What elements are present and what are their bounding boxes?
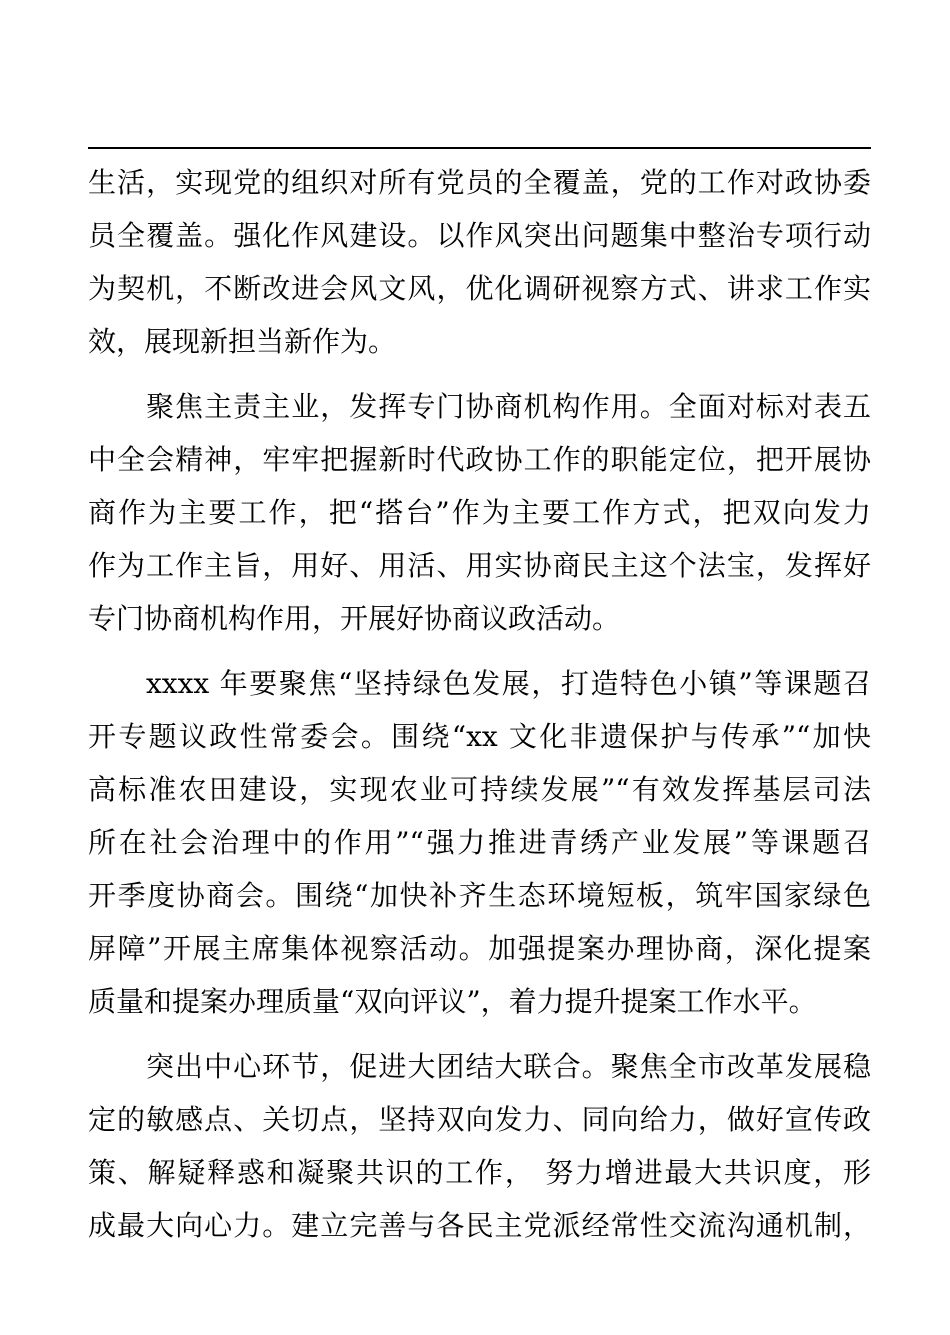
text-line: xxxx 年要聚焦“坚持绿色发展，打造特色小镇”等课题召 <box>146 667 871 700</box>
text-line: 策、解疑释惑和凝聚共识的工作， 努力增进最大共识度，形 <box>88 1156 871 1189</box>
text-line: 高标准农田建设，实现农业可持续发展”“有效发挥基层司法 <box>88 773 871 806</box>
text-line: 开专题议政性常委会。围绕“xx 文化非遗保护与传承”“加快 <box>88 720 871 753</box>
text-line: 定的敏感点、关切点，坚持双向发力、同向给力，做好宣传政 <box>88 1103 871 1136</box>
text-line: 中全会精神，牢牢把握新时代政协工作的职能定位，把开展协 <box>88 443 871 476</box>
paragraph <box>88 156 871 368</box>
text-line: 生活，实现党的组织对所有党员的全覆盖，党的工作对政协委 <box>88 166 871 199</box>
paragraph <box>88 1040 871 1252</box>
text-line: 效，展现新担当新作为。 <box>88 325 397 358</box>
text-line: 聚焦主责主业，发挥专门协商机构作用。全面对标对表五 <box>146 390 871 423</box>
paragraph <box>88 657 871 1028</box>
text-line: 为契机，不断改进会风文风，优化调研视察方式、讲求工作实 <box>88 272 871 305</box>
document-body <box>88 156 871 1264</box>
text-line: 屏障”开展主席集体视察活动。加强提案办理协商，深化提案 <box>88 932 871 965</box>
text-line: 作为工作主旨，用好、用活、用实协商民主这个法宝，发挥好 <box>88 549 871 582</box>
text-line: 成最大向心力。建立完善与各民主党派经常性交流沟通机制， <box>88 1209 871 1242</box>
text-line: 质量和提案办理质量“双向评议”，着力提升提案工作水平。 <box>88 985 817 1018</box>
text-line: 开季度协商会。围绕“加快补齐生态环境短板，筑牢国家绿色 <box>88 879 871 912</box>
text-line: 所在社会治理中的作用”“强力推进青绣产业发展”等课题召 <box>88 826 871 859</box>
text-line: 商作为主要工作，把“搭台”作为主要工作方式，把双向发力 <box>88 496 871 529</box>
text-line: 员全覆盖。强化作风建设。以作风突出问题集中整治专项行动 <box>88 219 871 252</box>
header-rule <box>88 147 871 149</box>
text-line: 专门协商机构作用，开展好协商议政活动。 <box>88 602 621 635</box>
text-line: 突出中心环节，促进大团结大联合。聚焦全市改革发展稳 <box>146 1050 871 1083</box>
paragraph <box>88 380 871 645</box>
